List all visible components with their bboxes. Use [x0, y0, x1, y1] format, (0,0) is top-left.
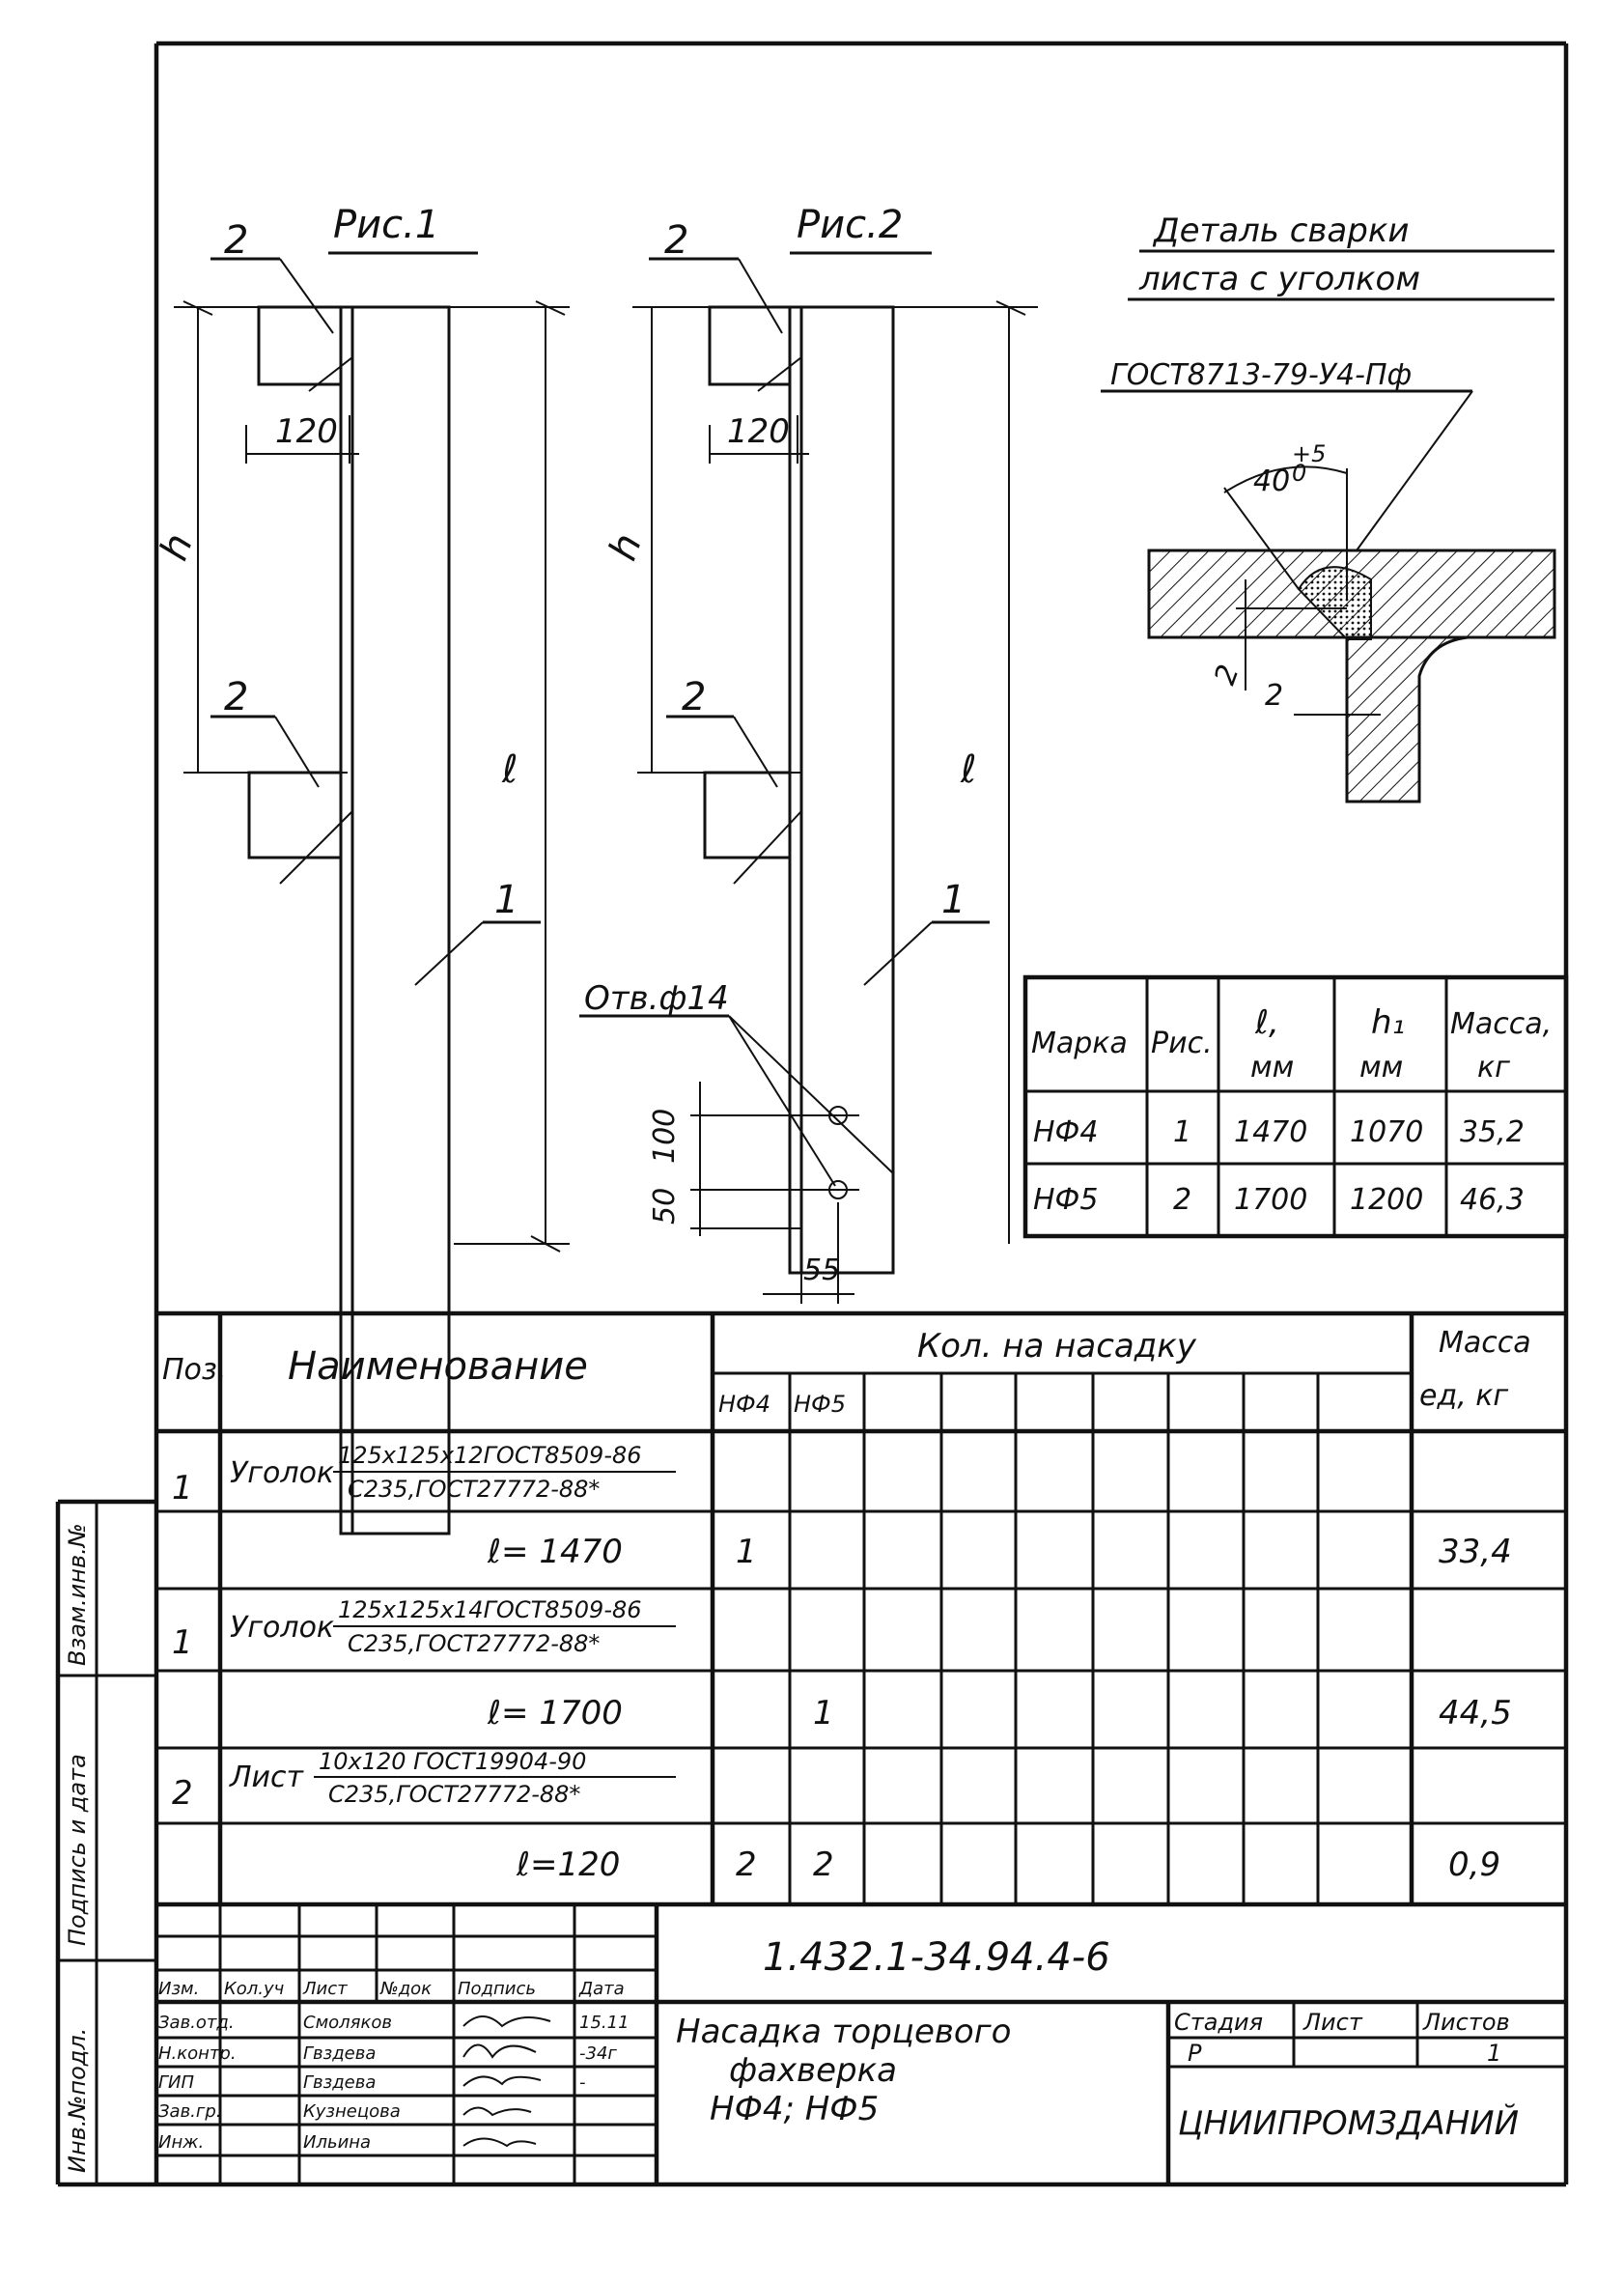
- marks-row-2-h: 1200: [1350, 1183, 1424, 1217]
- figure-1-label-h: h: [152, 527, 203, 567]
- spec-subcol-nf5: НФ5: [794, 1391, 846, 1418]
- spec-row-5-pos: 2: [172, 1774, 193, 1813]
- spec-row-4-mass: 44,5: [1439, 1694, 1512, 1733]
- spec-row-3-spec-bottom: С235,ГОСТ27772-88*: [348, 1630, 601, 1657]
- marks-row-1-mark: НФ4: [1033, 1115, 1099, 1149]
- spec-row-1-pos: 1: [172, 1469, 193, 1507]
- signer-2-role: Н.контр.: [158, 2043, 237, 2064]
- marks-row-1-h: 1070: [1350, 1115, 1424, 1149]
- figure-1-label-l: ℓ: [502, 747, 518, 792]
- spec-row-3-name: Уголок: [230, 1611, 335, 1645]
- side-stamp-signature-date: Подпись и дата: [64, 1754, 91, 1946]
- weld-angle-section: [1347, 637, 1468, 802]
- figure-2-pos-top: 2: [664, 218, 689, 263]
- organization-name: ЦНИИПРОМЗДАНИЙ: [1178, 2104, 1520, 2143]
- change-header-kol: Кол.уч: [224, 1979, 285, 1999]
- figure-1-title: Рис.1: [333, 203, 440, 247]
- spec-row-1-spec-bottom: С235,ГОСТ27772-88*: [348, 1476, 601, 1503]
- change-header-list: Лист: [303, 1979, 348, 1999]
- marks-header-fig: Рис.: [1151, 1027, 1213, 1060]
- signer-3-date: -: [579, 2072, 586, 2093]
- change-header-doc: №док: [380, 1979, 433, 1999]
- spec-row-2-q1: 1: [736, 1533, 757, 1571]
- weld-title-line2: листа с уголком: [1139, 260, 1420, 298]
- spec-header-mass-unit: ед, кг: [1419, 1379, 1509, 1413]
- marks-header-mark: Марка: [1031, 1027, 1128, 1060]
- figure-2-dim-55: 55: [803, 1254, 841, 1287]
- marks-row-2-mass: 46,3: [1460, 1183, 1525, 1217]
- signer-1-date: 15.11: [579, 2013, 630, 2033]
- marks-row-1-l: 1470: [1234, 1115, 1308, 1149]
- title-code: 1.432.1-34.94.4-6: [763, 1935, 1110, 1980]
- figure-2-pos-bottom: 2: [682, 675, 707, 719]
- stage-header: Стадия: [1174, 2009, 1264, 2036]
- weld-angle-tol: +5: [1292, 440, 1327, 467]
- figure-1-pos-top: 2: [224, 218, 249, 263]
- figure-1-pos-1: 1: [494, 878, 519, 922]
- spec-row-4-q2: 1: [813, 1694, 834, 1733]
- marks-header-mass: Масса,: [1450, 1007, 1553, 1041]
- spec-header-qty: Кол. на насадку: [917, 1327, 1196, 1366]
- spec-row-5-spec-bottom: С235,ГОСТ27772-88*: [328, 1781, 581, 1808]
- figure-2-dim-120: 120: [727, 412, 790, 451]
- spec-row-6-q1: 2: [736, 1845, 757, 1884]
- weld-title-line1: Деталь сварки: [1154, 211, 1410, 250]
- spec-header-mass: Масса: [1439, 1326, 1531, 1360]
- change-header-sign: Подпись: [458, 1979, 536, 1999]
- figure-2-label-l: ℓ: [961, 747, 977, 792]
- side-stamp-orig-inv: Инв.№подл.: [64, 2027, 91, 2173]
- signer-1-role: Зав.отд.: [158, 2013, 235, 2033]
- title-name-line1: Насадка торцевого: [676, 2013, 1012, 2051]
- weld-angle: 40: [1253, 465, 1291, 498]
- marks-row-2-mark: НФ5: [1033, 1183, 1099, 1217]
- title-name-line3: НФ4; НФ5: [710, 2090, 880, 2128]
- figure-2-pos-1: 1: [941, 878, 966, 922]
- signer-5-name: Ильина: [303, 2132, 372, 2153]
- change-header-date: Дата: [579, 1979, 625, 1999]
- spec-header-name: Наименование: [288, 1344, 588, 1389]
- weld-standard: ГОСТ8713-79-У4-Пф: [1110, 358, 1413, 392]
- figure-1: [152, 203, 570, 1534]
- spec-row-2-mass: 33,4: [1439, 1533, 1512, 1571]
- marks-row-2-l: 1700: [1234, 1183, 1308, 1217]
- weld-dim-b: 2: [1265, 679, 1284, 713]
- weld-angle-tol2: 0: [1292, 460, 1307, 487]
- stage-value: Р: [1188, 2040, 1202, 2067]
- signer-4-role: Зав.гр.: [158, 2101, 222, 2122]
- weld-dim-a: 2: [1208, 660, 1246, 690]
- spec-row-1-spec-top: 125х125х12ГОСТ8509-86: [338, 1442, 642, 1469]
- spec-row-4-len: ℓ= 1700: [488, 1694, 623, 1733]
- marks-header-l-unit: мм: [1250, 1051, 1295, 1085]
- signer-2-name: Гвздева: [303, 2043, 377, 2064]
- signer-3-name: Гвздева: [303, 2072, 377, 2093]
- spec-row-6-q2: 2: [813, 1845, 834, 1884]
- spec-row-1-name: Уголок: [230, 1456, 335, 1490]
- spec-header-pos: Поз.: [162, 1353, 227, 1387]
- signer-5-role: Инж.: [158, 2132, 205, 2153]
- title-name-line2: фахверка: [729, 2051, 897, 2090]
- marks-row-1-fig: 1: [1173, 1115, 1192, 1149]
- signer-4-name: Кузнецова: [303, 2101, 401, 2122]
- side-stamp-replace-inv: Взам.инв.№: [64, 1523, 91, 1666]
- marks-header-h: h₁: [1371, 1003, 1406, 1042]
- sheets-value: 1: [1487, 2040, 1502, 2067]
- sheets-header: Листов: [1423, 2009, 1510, 2036]
- marks-header-mass-unit: кг: [1477, 1051, 1510, 1085]
- marks-header-h-unit: мм: [1359, 1051, 1404, 1085]
- spec-row-2-len: ℓ= 1470: [488, 1533, 623, 1571]
- figure-1-pos-bottom: 2: [224, 675, 249, 719]
- marks-row-2-fig: 2: [1173, 1183, 1192, 1217]
- spec-row-6-len: ℓ=120: [517, 1845, 621, 1884]
- marks-row-1-mass: 35,2: [1460, 1115, 1525, 1149]
- hole-label: Отв.ф14: [584, 979, 729, 1018]
- spec-subcol-nf4: НФ4: [718, 1391, 770, 1418]
- figure-2-dim-100: 100: [648, 1108, 682, 1164]
- figure-2-label-h: h: [601, 527, 652, 567]
- signer-1-name: Смоляков: [303, 2013, 392, 2033]
- figure-1-dim-120: 120: [275, 412, 338, 451]
- weld-detail: [1101, 211, 1554, 802]
- signer-2-date: -34г: [579, 2043, 617, 2064]
- signatures: [463, 2016, 550, 2146]
- figure-2: [579, 203, 1038, 1304]
- sheet-header: Лист: [1303, 2009, 1362, 2036]
- spec-row-5-spec-top: 10х120 ГОСТ19904-90: [319, 1748, 587, 1775]
- spec-row-3-pos: 1: [172, 1623, 193, 1662]
- figure-2-title: Рис.2: [797, 203, 904, 247]
- marks-header-l: ℓ,: [1255, 1003, 1279, 1042]
- figure-2-dim-50: 50: [648, 1187, 682, 1225]
- signer-3-role: ГИП: [158, 2072, 195, 2093]
- change-header-izm: Изм.: [158, 1979, 200, 1999]
- spec-row-3-spec-top: 125х125х14ГОСТ8509-86: [338, 1596, 642, 1623]
- spec-row-5-name: Лист: [230, 1761, 304, 1794]
- spec-row-6-mass: 0,9: [1448, 1845, 1501, 1884]
